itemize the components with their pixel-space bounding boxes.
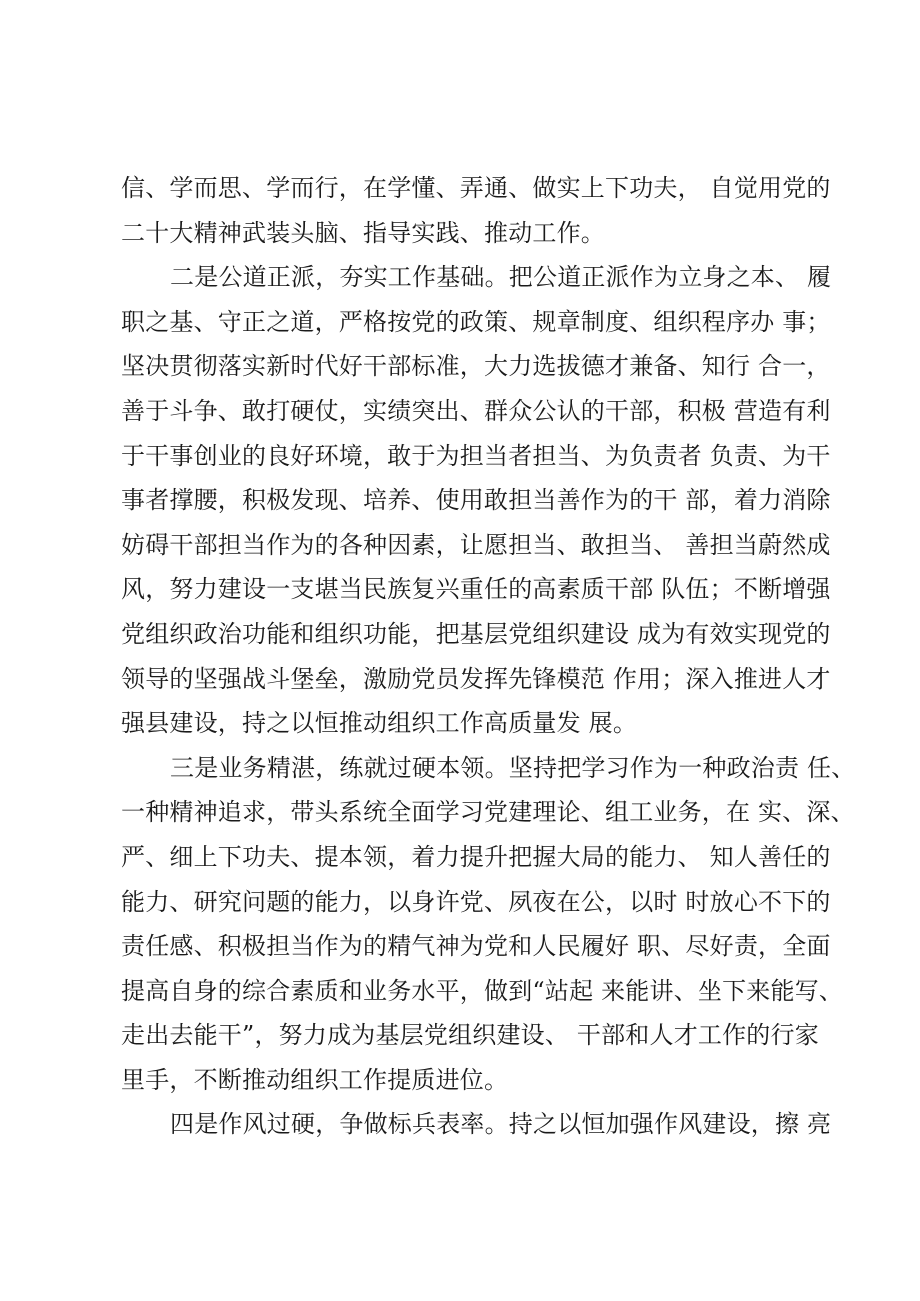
- text-line: 责任感、积极担当作为的精气神为党和人民履好 职、尽好责，全面: [121, 932, 831, 961]
- text-line: 于干事创业的良好环境，敢于为担当者担当、为负责者 负责、为干: [121, 441, 831, 470]
- text-line: 领导的坚强战斗堡垒，激励党员发挥先锋模范 作用；深入推进人才: [121, 664, 831, 693]
- text-line: 里手，不断推动组织工作提质进位。: [121, 1065, 509, 1094]
- text-line: 强县建设，持之以恒推动组织工作高质量发 展。: [121, 709, 638, 738]
- text-line: 走出去能干”，努力成为基层党组织建设、 干部和人才工作的行家: [121, 1021, 819, 1050]
- text-line: 坚决贯彻落实新时代好干部标准，大力选拔德才兼备、知行 合一，: [121, 352, 831, 381]
- paragraph-2: [121, 255, 832, 746]
- text-line: 四是作风过硬，争做标兵表率。持之以恒加强作风建设，擦 亮: [170, 1110, 832, 1139]
- text-line: 一种精神追求，带头系统全面学习党建理论、组工业务，在 实、深、: [121, 798, 855, 827]
- text-line: 二十大精神武装头脑、指导实践、推动工作。: [121, 218, 605, 247]
- text-line: 信、学而思、学而行，在学懂、弄通、做实上下功夫， 自觉用党的: [121, 174, 831, 202]
- text-line: 三是业务精湛，练就过硬本领。坚持把学习作为一种政治责 任、: [170, 753, 856, 782]
- document-body: [121, 166, 856, 1147]
- text-line: 风，努力建设一支堪当民族复兴重任的高素质干部 队伍；不断增强: [121, 575, 831, 604]
- paragraph-3: [121, 746, 856, 1103]
- text-line: 党组织政治功能和组织功能，把基层党组织建设 成为有效实现党的: [121, 619, 831, 648]
- text-line: 提高自身的综合素质和业务水平，做到“站起 来能讲、坐下来能写、: [121, 976, 844, 1005]
- text-line: 妨碍干部担当作为的各种因素，让愿担当、敢担当、 善担当蔚然成: [121, 530, 831, 559]
- paragraph-4: [121, 1102, 832, 1147]
- paragraph-1: [121, 166, 831, 255]
- text-line: 事者撑腰，积极发现、培养、使用敢担当善作为的干 部，着力消除: [121, 486, 831, 515]
- text-line: 严、细上下功夫、提本领，着力提升把握大局的能力、 知人善任的: [121, 842, 831, 871]
- text-line: 善于斗争、敢打硬仗，实绩突出、群众公认的干部，积极 营造有利: [121, 396, 831, 425]
- text-line: 职之基、守正之道，严格按党的政策、规章制度、组织程序办 事；: [121, 307, 831, 336]
- text-line: 能力、研究问题的能力，以身许党、夙夜在公，以时 时放心不下的: [121, 887, 831, 916]
- text-line: 二是公道正派，夯实工作基础。把公道正派作为立身之本、 履: [170, 263, 832, 292]
